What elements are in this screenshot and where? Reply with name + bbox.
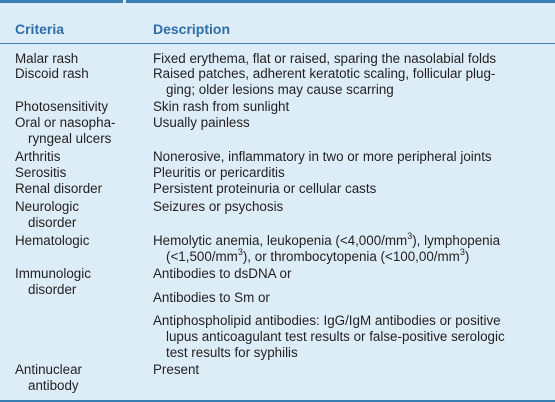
criteria-antinuclear-line2: antibody [28,378,79,393]
criteria-serositis: Serositis [15,165,67,180]
criteria-immunologic-line1: Immunologic [15,266,91,281]
criteria-discoid-rash: Discoid rash [15,66,89,81]
description-photosensitivity: Skin rash from sunlight [153,99,290,114]
table-top-rule [0,0,555,3]
criteria-oral-ulcers-line2: ryngeal ulcers [28,131,112,146]
description-hematologic-line2: $(<1,500/mm^3)$, or thrombocytopenia $(<100,00/mm^3)$ [166,246,470,264]
criteria-malar-rash: Malar rash [15,51,79,66]
criteria-neurologic-line1: Neurologic [15,199,80,214]
description-immunologic-antiphospholipid-line2: lupus anticoagulant test results or false-positive serologic [166,329,505,344]
description-hematologic-line1: Hemolytic anemia, leukopenia $(<4,000/mm^3)$, lymphopenia [153,230,501,248]
description-renal-disorder: Persistent proteinuria or cellular casts [153,181,377,196]
description-immunologic-dsdna: Antibodies to dsDNA or [153,266,292,281]
criteria-hematologic: Hematologic [15,233,90,248]
criteria-renal-disorder: Renal disorder [15,181,103,196]
description-discoid-rash-line2: ging; older lesions may cause scarring [166,82,394,97]
criteria-arthritis: Arthritis [15,149,61,164]
criteria-column-header: Criteria [15,21,65,37]
description-antinuclear: Present [153,362,200,377]
criteria-neurologic-line2: disorder [28,215,77,230]
description-discoid-rash-line1: Raised patches, adherent keratotic scaling, follicular plug- [153,66,496,81]
description-immunologic-antiphospholipid-line1: Antiphospholipid antibodies: IgG/IgM antibodies or positive [153,313,501,328]
description-column-header: Description [153,21,231,37]
description-immunologic-sm: Antibodies to Sm or [153,290,270,305]
table-header-rule [0,43,555,44]
criteria-immunologic-line2: disorder [28,282,77,297]
description-oral-ulcers: Usually painless [153,115,250,130]
description-neurologic: Seizures or psychosis [153,199,284,214]
description-malar-rash: Fixed erythema, flat or raised, sparing the nasolabial folds [153,51,497,66]
criteria-antinuclear-line1: Antinuclear [15,362,82,377]
criteria-oral-ulcers-line1: Oral or nasopha- [15,115,116,130]
table-top-rule-notch [123,0,126,3]
description-serositis: Pleuritis or pericarditis [153,165,285,180]
description-immunologic-antiphospholipid-line3: test results for syphilis [166,345,298,360]
criteria-photosensitivity: Photosensitivity [15,99,109,114]
description-arthritis: Nonerosive, inflammatory in two or more peripheral joints [153,149,492,164]
